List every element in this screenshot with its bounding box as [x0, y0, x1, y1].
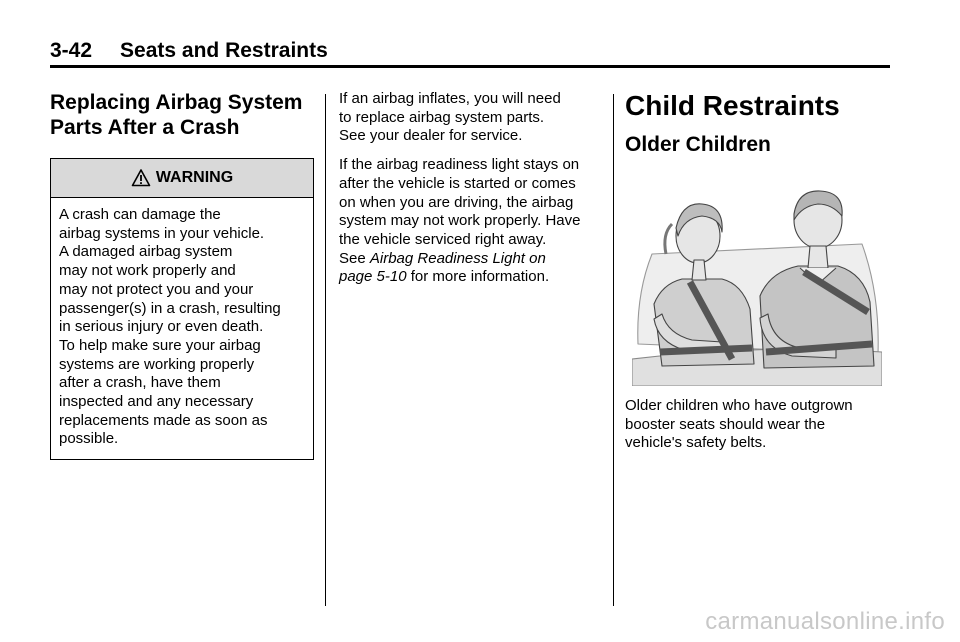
- column-divider-1: [325, 94, 326, 606]
- chapter-title: Seats and Restraints: [120, 39, 328, 62]
- text-line: booster seats should wear the: [625, 415, 826, 433]
- warning-line: possible.: [59, 430, 119, 448]
- warning-line: in serious injury or even death.: [59, 318, 264, 336]
- warning-line: systems are working properly: [59, 355, 255, 373]
- warning-line: after a crash, have them: [59, 374, 221, 392]
- text-line: on when you are driving, the airbag: [339, 193, 574, 211]
- warning-text: [51, 198, 313, 459]
- section-title-child-restraints: Child Restraints: [625, 90, 840, 121]
- left-column: [50, 90, 314, 460]
- text-line: system may not work properly. Have: [339, 212, 581, 230]
- warning-line: may not protect you and your: [59, 280, 254, 298]
- caption-paragraph: [625, 397, 890, 453]
- watermark: carmanualsonline.info: [705, 608, 945, 635]
- text-line: See your dealer for service.: [339, 127, 523, 145]
- page-number: 3-42: [50, 39, 93, 62]
- middle-column: [339, 90, 604, 297]
- text-line: after the vehicle is started or comes: [339, 174, 576, 192]
- reference-title: Airbag Readiness Light on: [369, 249, 546, 267]
- text-line: Older children who have outgrown: [625, 397, 853, 414]
- warning-line: inspected and any necessary: [59, 393, 254, 411]
- header-rule: [50, 65, 890, 68]
- older-children-caption: [625, 397, 890, 463]
- text-line: vehicle's safety belts.: [625, 434, 767, 452]
- see-prefix: See: [339, 249, 366, 267]
- page-header: [50, 38, 890, 64]
- right-column: [625, 90, 890, 452]
- paragraph-replace-parts: [339, 90, 604, 146]
- reference-page: page 5-10: [339, 268, 407, 286]
- text-line: If the airbag readiness light stays on: [339, 156, 580, 174]
- reference-suffix: for more information.: [410, 268, 550, 286]
- column-divider-2: [613, 94, 614, 606]
- warning-line: airbag systems in your vehicle.: [59, 224, 265, 242]
- text-line: to replace airbag system parts.: [339, 108, 545, 126]
- older-children-seated-illustration: [632, 184, 882, 386]
- warning-label: WARNING: [155, 169, 234, 186]
- warning-line: A crash can damage the: [59, 206, 221, 223]
- text-line: If an airbag inflates, you will need: [339, 90, 561, 107]
- subsection-title-older-children: Older Children: [625, 133, 771, 156]
- warning-triangle-icon: [131, 168, 151, 188]
- text-line: the vehicle serviced right away.: [339, 230, 547, 248]
- warning-box: [50, 158, 314, 460]
- warning-line: A damaged airbag system: [59, 243, 233, 261]
- paragraph-readiness-light: [339, 156, 604, 287]
- warning-line: replacements made as soon as: [59, 411, 268, 429]
- warning-header: [51, 159, 313, 198]
- warning-line: may not work properly and: [59, 262, 236, 280]
- warning-line: To help make sure your airbag: [59, 336, 261, 354]
- warning-line: passenger(s) in a crash, resulting: [59, 299, 281, 317]
- section-heading-replacing-airbag: Replacing Airbag System Parts After a Crash: [50, 91, 303, 139]
